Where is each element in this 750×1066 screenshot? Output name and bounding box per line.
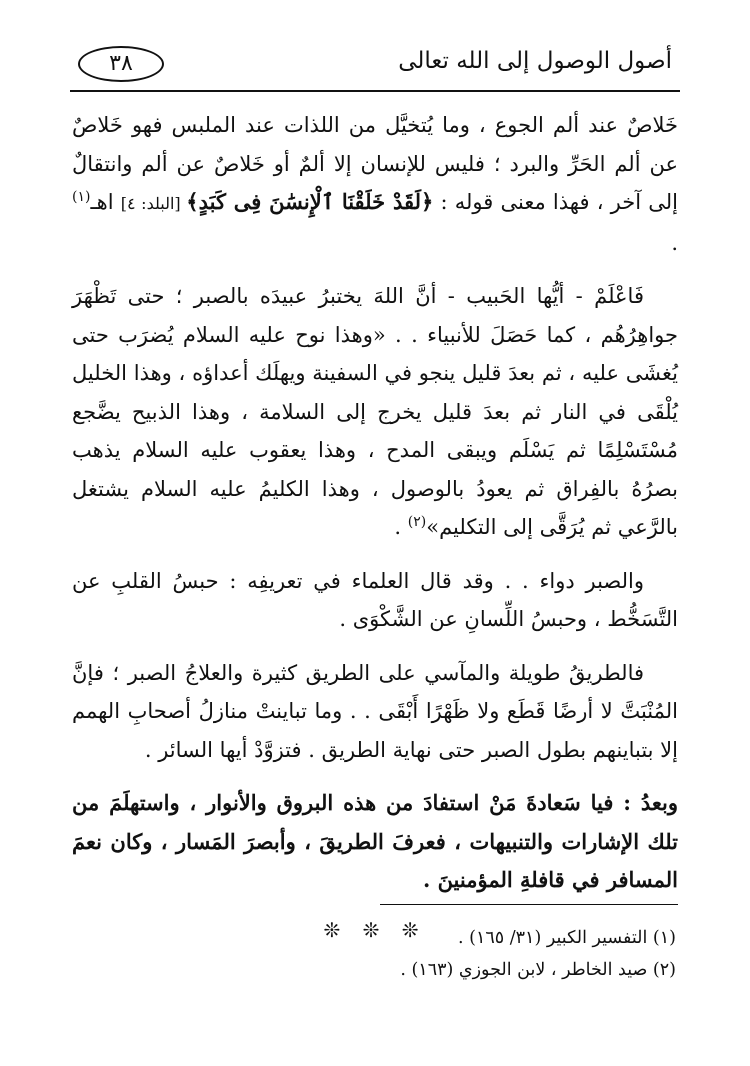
footnote-marker: (١) [72,189,91,205]
paragraph-text: فالطريقُ طويلة والمآسي على الطريق كثيرة والعلاجُ الصبر ؛ فإنَّ المُنْبَتَّ لا أرضًا قَطَع ولا ظَهْرًا أَبْقَى . . وما تباينتْ منازلُ أصحابِ الهمم إلا بتباينهم بطول الصبر حتى نهاية الطريق . فتزوَّدْ أيها السائر . [72,660,678,762]
paragraph-2 [72,277,678,547]
paragraph-text: فَاعْلَمْ - أيُّها الحَبيب - أنَّ اللهَ يختبرُ عبيدَه بالصبر ؛ حتى تَظْهَرَ جواهِرُهُم ، كما حَصَلَ للأنبياء . . «وهذا نوح عليه السلام يُضرَب حتى يُغشَى عليه ، ثم بعدَ قليل ينجو في السفينة ويهلَك أعداؤه ، وهذا الخليل يُلْقَى في النار ثم بعدَ قليل يخرج إلى السلامة ، وهذا الذبيح يضَّجع مُسْتَسْلِمًا ثم يَسْلَم ويبقى المدح ، وهذا يعقوب عليه السلام يذهب بصرُهُ بالفِراق ثم يعودُ بالوصول ، وهذا الكليمُ عليه السلام يشتغل بالرَّعي ثم يُرَقَّى إلى التكليم» [72,284,678,539]
running-header [70,36,680,92]
paragraph-5 [72,784,678,900]
paragraph-text: وبعدُ : فيا سَعادةَ مَنْ استفادَ من هذه البروق والأنوار ، واستهلَمَ من تلك الإشارات والتنبيهات ، فعرفَ الطريقَ ، وأبصرَ المَسار ، وكان نعمَ المسافر في قافلةِ المؤمنينَ . [72,790,678,892]
paragraph-3 [72,562,678,639]
verse-reference: [البلد: ٤] [120,194,187,213]
footnote-1: (١) التفسير الكبير (٣١/ ١٦٥) . [458,928,676,948]
footnote-rule [380,904,678,905]
paragraph-text: والصبر دواء . . وقد قال العلماء في تعريفِه : حبسُ القلبِ عن التَّسَخُّط ، وحبسُ اللِّسانِ عن الشَّكْوَى . [72,568,678,631]
paragraph-text: خَلاصٌ عند ألم الجوع ، وما يُتخيَّل من اللذات عند الملبس فهو خَلاصٌ عن ألم الحَرِّ والبرد ؛ فليس للإنسان إلا ألمٌ أو خَلاصٌ عن ألم وانتقالٌ إلى آخر ، فهذا معنى قوله : [72,113,678,214]
paragraph-text: . [671,230,678,255]
paragraph-4 [72,654,678,770]
page-number: ٣٨ [78,46,164,82]
footnote-2: (٢) صيد الخاطر ، لابن الجوزي (١٦٣) . [400,960,676,980]
paragraph-1 [72,106,678,262]
footnote-marker: (٢) [407,514,427,530]
body-text [72,106,678,945]
section-separator: ❊ ❊ ❊ [323,917,427,942]
header-rule [70,90,680,92]
header-title: أصول الوصول إلى الله تعالى [398,48,672,74]
quran-verse: ﴿لَقَدْ خَلَقْنَا ٱلْإِنسَٰنَ فِى كَبَدٍ﴾ [186,189,434,214]
paragraph-text: . [394,515,408,539]
footnotes [74,922,676,986]
paragraph-text: اهـ [90,190,121,214]
